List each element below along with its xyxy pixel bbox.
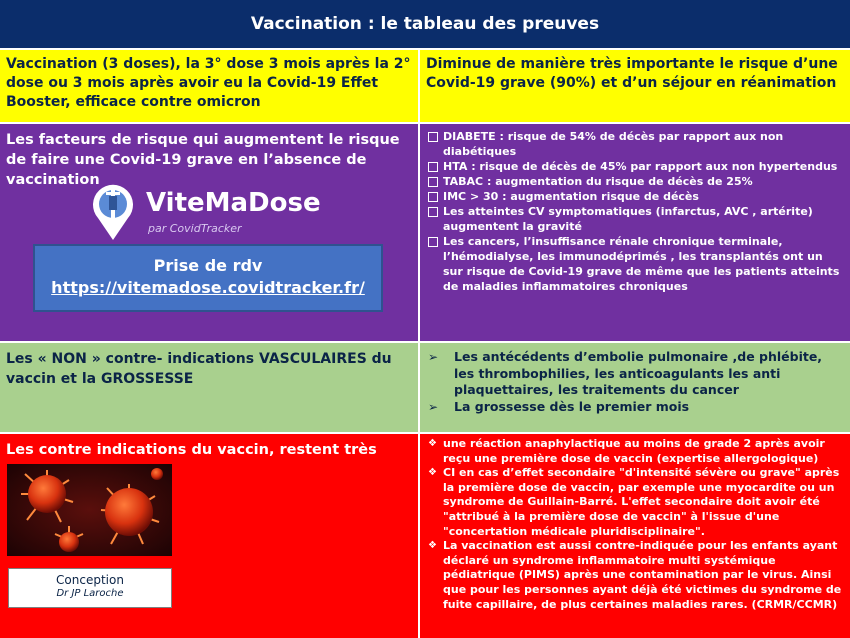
page-title: Vaccination : le tableau des preuves [0,0,850,50]
checkbox-bullet-icon [428,207,438,217]
row3-right-cell [420,343,850,432]
row-non-contraindications [0,343,850,434]
row-risk-factors [0,124,850,343]
row3-left-cell: Les « NON » contre- indications VASCULAIRES du vaccin et la GROSSESSE [0,343,420,432]
row1-left-cell: Vaccination (3 doses), la 3° dose 3 mois après la 2° dose ou 3 mois après avoir eu la Covid-19 Effet Booster, efficace contre omicron [0,50,420,122]
list-item: ➢ La grossesse dès le premier mois [428,398,690,414]
diamond-bullet-icon: ❖ [428,467,437,479]
risk-factor-list [428,129,844,294]
arrow-bullet-icon: ➢ [428,399,439,414]
appointment-box [33,244,383,312]
risk-factors-heading: Les facteurs de risque qui augmentent le risque de faire une Covid-19 grave en l’absence de vaccination [6,132,400,188]
virus-icon [7,464,172,556]
credit-author: Dr JP Laroche [56,588,124,599]
virus-image [7,464,172,556]
list-item: IMC > 30 : augmentation risque de décès [428,189,844,204]
arrow-bullet-icon: ➢ [428,350,439,364]
logo-name: ViteMaDose [146,188,321,218]
list-item: ❖ La vaccination est aussi contre-indiquée pour les enfants ayant déclaré un syndrome inflammatoire multi systémique pédiatrique (PIMS) après une contamination par le virus. Ainsi que pour les personnes ayant déjà été victimes du syndrome de fuite capillaire, de plus certaines maladies rares. (CRMR/CCMR) [428,539,842,611]
list-item: ❖ CI en cas d’effet secondaire "d'intensité sévère ou grave" après la première dose de vaccin, par exemple une myocardite ou un syndrome de Guillain-Barré. L'effet secondaire doit avoir été "attribué à la première dose de vaccin" à l'issue d'une "concertation médicale pluridisciplinaire". [428,466,840,538]
credit-box [8,568,172,608]
row2-right-cell [420,124,850,341]
checkbox-bullet-icon [428,132,438,142]
list-item: Les cancers, l’insuffisance rénale chronique terminale, l’hémodialyse, les immunodéprimés , les transplantés ont un sur risque de Covid-19 grave de même que les patients atteints de maladies inflammatoires chroniques [428,234,844,294]
credit-title: Conception [56,573,124,587]
list-item: Les atteintes CV symptomatiques (infarctus, AVC , artérite) augmentent la gravité [428,204,844,234]
diamond-bullet-icon: ❖ [428,438,437,449]
list-item: TABAC : augmentation du risque de décès de 25% [428,174,844,189]
row-contraindications [0,434,850,638]
row2-left-cell [0,124,420,341]
row-vaccination [0,50,850,124]
row1-right-cell: Diminue de manière très importante le risque d’une Covid-19 grave (90%) et d’un séjour en réanimation [426,56,838,91]
list-item: ❖ une réaction anaphylactique au moins de grade 2 après avoir reçu une première dose de vaccin (expertise allergologique) [428,437,825,465]
vitemadose-logo [88,182,321,244]
list-item: DIABETE : risque de 54% de décès par rapport aux non diabétiques [428,129,844,159]
logo-subtitle: par CovidTracker [148,222,242,235]
syringe-pin-icon [88,182,138,242]
diamond-bullet-icon: ❖ [428,540,437,552]
checkbox-bullet-icon [428,192,438,202]
list-item: HTA : risque de décès de 45% par rapport aux non hypertendus [428,159,844,174]
row4-left-cell [0,434,420,638]
contraindication-list [428,437,844,612]
checkbox-bullet-icon [428,237,438,247]
checkbox-bullet-icon [428,177,438,187]
list-item: ➢ Les antécédents d’embolie pulmonaire ,de phlébite, les thrombophilies, les anticoagulants les anti plaquettaires, les traitements du cancer [428,349,823,397]
row4-right-cell [420,434,850,638]
contraindications-heading: Les contre indications du vaccin, restent très [6,442,377,458]
appointment-link[interactable]: https://vitemadose.covidtracker.fr/ [51,278,365,297]
non-contraindication-list [428,349,844,415]
checkbox-bullet-icon [428,162,438,172]
appointment-title: Prise de rdv [153,256,263,275]
